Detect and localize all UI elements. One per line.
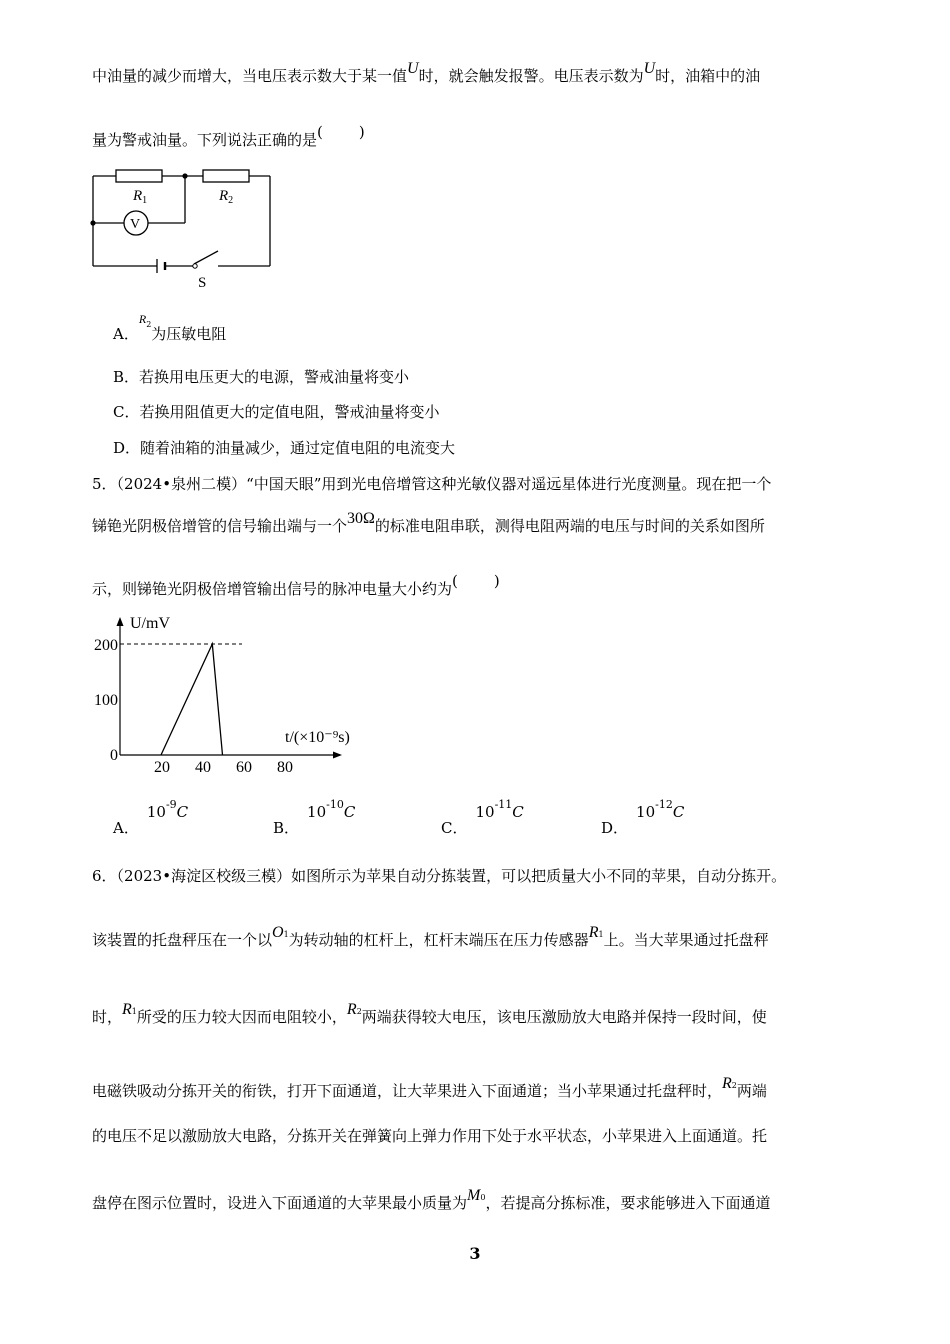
q5-line-1: 5．（2024•泉州二模）“中国天眼”用到光电倍增管这种光敏仪器对遥远星体进行光度测量。现在把一个 (92, 475, 772, 493)
q6-line-6: 盘停在图示位置时，设进入下面通道的大苹果最小质量为$M^0$，若提高分拣标准，要求能够进入下面通道 (92, 1187, 771, 1212)
q5-line-3: 示，则锑铯光阴极倍增管输出信号的脉冲电量大小约为( ) (92, 572, 500, 598)
q6-line-4: 电磁铁吸动分拣开关的衔铁，打开下面通道，让大苹果进入下面通道；当小苹果通过托盘秤时，$R^2$两端 (92, 1075, 767, 1100)
resistance-value: 30Ω (347, 510, 375, 527)
q6-line-5: 的电压不足以激励放大电路，分拣开关在弹簧向上弹力作用下处于水平状态，小苹果进入上面通道。托 (92, 1127, 768, 1145)
pulse-series-line (161, 644, 223, 755)
x-tick-80: 80 (277, 759, 293, 776)
option-b: B．若换用电压更大的电源，警戒油量将变小 (113, 368, 410, 386)
circuit-diagram (88, 164, 278, 292)
q5-line-2: 锑铯光阴极倍增管的信号输出端与一个30Ω的标准电阻串联，测得电阻两端的电压与时间的关系如图所 (92, 510, 765, 535)
q4-line-2: 量为警戒油量。下列说法正确的是( ) (92, 123, 365, 149)
q5-option-c: C．$10^{-11}C$ (441, 798, 524, 837)
q6-line-1: 6．（2023•海淀区校级三模）如图所示为苹果自动分拣装置，可以把质量大小不同的苹果，自动分拣开。 (92, 867, 787, 885)
y-tick-0: 0 (110, 747, 118, 764)
option-c: C．若换用阻值更大的定值电阻，警戒油量将变小 (113, 403, 440, 421)
x-tick-40: 40 (195, 759, 211, 776)
switch-s (194, 251, 218, 264)
page-number: 3 (469, 1244, 481, 1263)
x-tick-20: 20 (154, 759, 170, 776)
q6-line-3: 时，$R^1$所受的压力较大因而电阻较小，$R^2$两端获得较大电压，该电压激励放大电路并保持一段时间，使 (92, 1001, 767, 1026)
x-axis-label: t/(×10⁻⁹s) (285, 729, 350, 746)
y-axis-label: U/mV (130, 615, 170, 632)
symbol-u: U (407, 60, 419, 77)
q5-option-b: B．$10^{-10}C$ (273, 798, 356, 837)
label-r2: $R_2$ (219, 188, 234, 206)
q6-line-2: 该装置的托盘秤压在一个以$O^1$为转动轴的杠杆上，杠杆末端压在压力传感器$R^1$上。当大苹果通过托盘秤 (92, 924, 769, 949)
x-tick-60: 60 (236, 759, 252, 776)
option-a: A．$^{R2}$为压敏电阻 (113, 312, 227, 343)
symbol-u: U (643, 60, 656, 77)
q4-line-1: 中油量的减少而增大，当电压表示数大于某一值U时，就会触发报警。电压表示数为U时，油箱中的油 (92, 60, 761, 85)
voltage-time-chart (80, 608, 370, 778)
option-d: D．随着油箱的油量减少，通过定值电阻的电流变大 (113, 439, 456, 457)
resistor-r1 (116, 170, 162, 182)
q5-option-d: D．$10^{-12}C$ (601, 798, 685, 837)
label-v: V (130, 217, 141, 232)
label-r1: $R_1$ (133, 188, 148, 206)
y-tick-200: 200 (94, 637, 118, 654)
y-tick-100: 100 (94, 692, 118, 709)
resistor-r2 (203, 170, 249, 182)
q5-option-a: A．$10^{-9}C$ (113, 798, 189, 837)
label-s: S (198, 275, 207, 291)
